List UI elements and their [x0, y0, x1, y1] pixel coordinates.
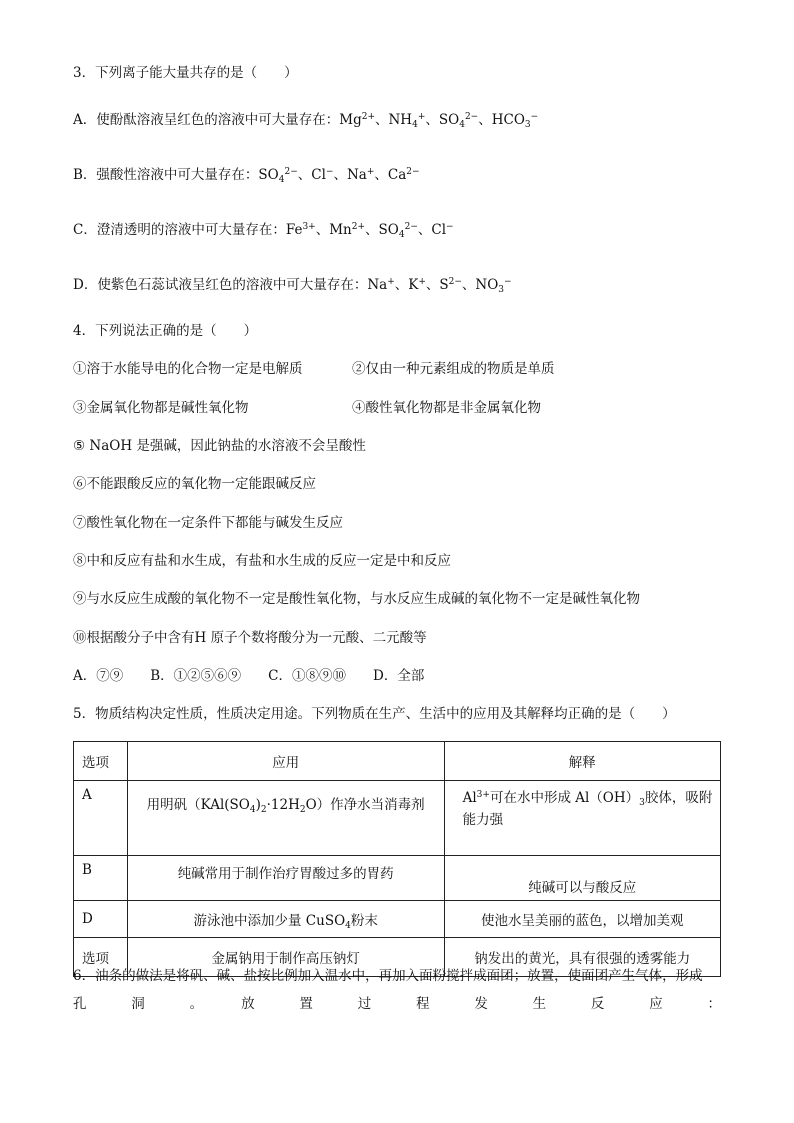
q4-statement-7: ⑦酸性氧化物在一定条件下都能与碱发生反应 — [73, 515, 343, 531]
header-explanation: 解释 — [444, 742, 720, 781]
table-row — [74, 856, 721, 901]
q4-answer-options: A．⑦⑨ B．①②⑤⑥⑨ C．①⑧⑨⑩ D．全部 — [73, 668, 425, 684]
q4-stem: 4．下列说法正确的是（ ） — [73, 323, 258, 339]
q4-statement-9: ⑨与水反应生成酸的氧化物不一定是酸性氧化物，与水反应生成碱的氧化物不一定是碱性氧化物 — [73, 591, 640, 607]
table-header-row — [74, 742, 721, 781]
q3-option-a: A．使酚酞溶液呈红色的溶液中可大量存在：$Mg^{2+}$、$NH_4^+$、$SO_4^{2-}$、$HCO_3^-$ — [73, 112, 539, 130]
q6-line-2: 孔 洞 。 放 置 过 程 发 生 反 应 ： — [73, 996, 721, 1012]
q4-statement-3: ③金属氧化物都是碱性氧化物 — [73, 400, 249, 416]
row-explanation: 纯碱可以与酸反应 — [444, 856, 720, 901]
q4-statement-5: ⑤ NaOH 是强碱，因此钠盐的水溶液不会呈酸性 — [73, 438, 366, 454]
q3-stem: 3．下列离子能大量共存的是（ ） — [73, 65, 298, 81]
row-option: A — [74, 781, 128, 856]
q3-option-d: D．使紫色石蕊试液呈红色的溶液中可大量存在：Na+、K+、$S^{2-}$、$NO_3^-$ — [73, 277, 512, 295]
header-application: 应用 — [127, 742, 444, 781]
q4-statement-8: ⑧中和反应有盐和水生成，有盐和水生成的反应一定是中和反应 — [73, 553, 451, 569]
q3-option-b: B．强酸性溶液中可大量存在：$SO_4^{2-}$、Cl−、Na+、$Ca^{2-}$ — [73, 167, 420, 185]
row-option: 选项 — [74, 938, 128, 977]
row-application: 用明矾$(KAl(SO_4)_2\cdot 12H_2O)$作净水当消毒剂 — [127, 781, 444, 856]
q4-statement-10: ⑩根据酸分子中含有H 原子个数将酸分为一元酸、二元酸等 — [73, 630, 427, 646]
q4-statement-6: ⑥不能跟酸反应的氧化物一定能跟碱反应 — [73, 476, 316, 492]
q4-statement-4: ④酸性氧化物都是非金属氧化物 — [352, 400, 541, 416]
row-application: 游泳池中添加少量 CuSO$_4$粉末 — [127, 901, 444, 938]
q4-statement-2: ②仅由一种元素组成的物质是单质 — [352, 361, 555, 377]
row-option: B — [74, 856, 128, 901]
table-row — [74, 901, 721, 938]
q3-option-c: C．澄清透明的溶液中可大量存在：$Fe^{3+}$、$Mn^{2+}$、$SO_4^{2-}$、Cl− — [73, 222, 454, 240]
row-explanation: 钠发出的黄光，具有很强的透雾能力 — [444, 938, 720, 977]
row-option: D — [74, 901, 128, 938]
q6-line-1: 6．油条的做法是将矾、碱、盐按比例加入温水中，再加入面粉搅拌成面团；放置，使面团产生气体，形成 — [73, 968, 703, 984]
row-application: 纯碱常用于制作治疗胃酸过多的胃药 — [127, 856, 444, 901]
header-option: 选项 — [74, 742, 128, 781]
q4-statement-1: ①溶于水能导电的化合物一定是电解质 — [73, 361, 303, 377]
q5-stem: 5．物质结构决定性质，性质决定用途。下列物质在生产、生活中的应用及其解释均正确的是（ ） — [73, 706, 676, 722]
table-row — [74, 781, 721, 856]
row-explanation: $Al^{3+}$可在水中形成 $Al(OH)_3$胶体，吸附 能力强 — [444, 781, 720, 856]
row-application: 金属钠用于制作高压钠灯 — [127, 938, 444, 977]
q5-table — [73, 741, 721, 977]
row-explanation: 使池水呈美丽的蓝色，以增加美观 — [444, 901, 720, 938]
